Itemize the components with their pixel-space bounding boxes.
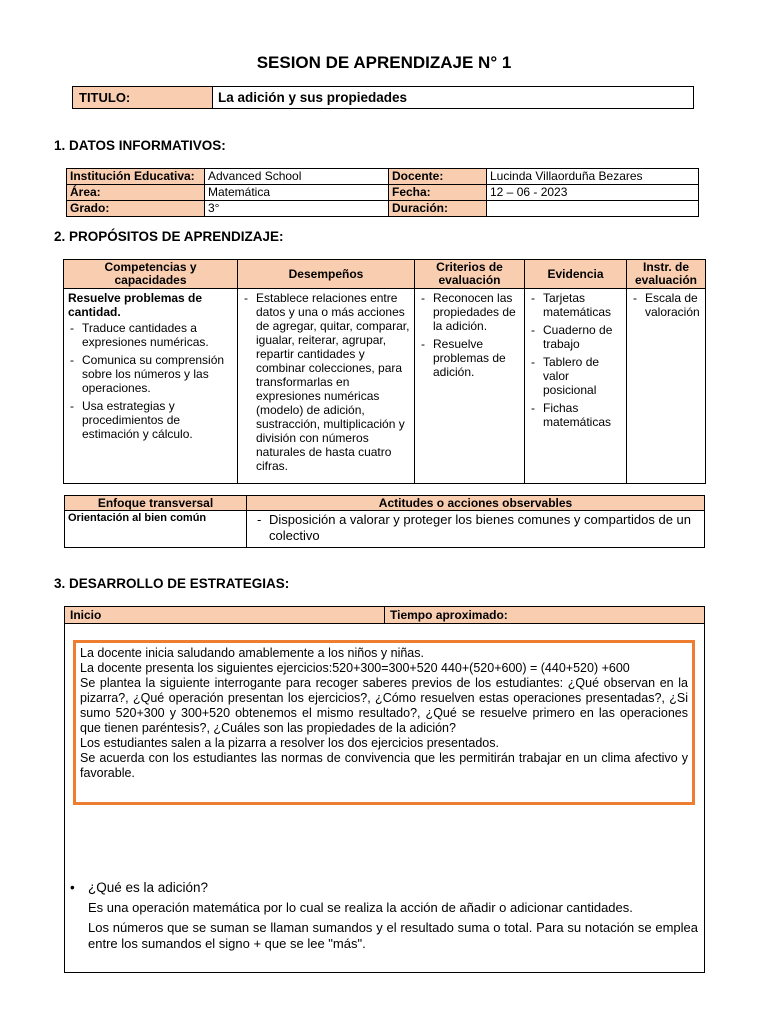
- datos-label: Área:: [67, 185, 205, 201]
- datos-value: 12 – 06 - 2023: [487, 185, 699, 201]
- enfoque-header-row: [65, 496, 705, 511]
- list-item: - Tarjetas matemáticas: [529, 291, 622, 319]
- list-item: - Escala de valoración: [631, 291, 701, 319]
- criterios-list: [419, 291, 520, 379]
- list-item: - Resuelve problemas de adición.: [419, 337, 520, 379]
- desempenos-list: [242, 291, 410, 473]
- datos-table: [66, 168, 699, 217]
- datos-value: Matemática: [205, 185, 389, 201]
- list-item: - Disposición a valorar y proteger los bienes comunes y compartidos de un colectivo: [255, 512, 696, 544]
- list-item: - Usa estrategias y procedimientos de estimación y cálculo.: [68, 399, 233, 441]
- enfoque-body-row: [65, 511, 705, 548]
- titulo-row: [72, 86, 694, 109]
- actitud-cell: [247, 511, 705, 548]
- datos-label: Grado:: [67, 201, 205, 217]
- paragraph: Se acuerda con los estudiantes las normas de convivencia que les permitirán trabajar en un clima afectivo y favorable.: [80, 751, 688, 780]
- inicio-label: Inicio: [65, 607, 385, 623]
- datos-row: [67, 185, 699, 201]
- propositos-heading: 2. PROPÓSITOS DE APRENDIZAJE:: [54, 229, 284, 244]
- propositos-table: [63, 259, 706, 484]
- list-item: - Tablero de valor posicional: [529, 355, 622, 397]
- list-item: - Establece relaciones entre datos y una o más acciones de agregar, quitar, comparar, igualar, reiterar, agrupar, repartir cantidades y combinar colecciones, para transformarlas en expresiones numéricas (modelo) de adición, sustracción, multiplicación y división con números naturales de hasta cuatro cifras.: [242, 291, 410, 473]
- paragraph: La docente inicia saludando amablemente a los niños y niñas.: [80, 646, 424, 660]
- header-instrumento: Instr. de evaluación: [627, 260, 706, 289]
- paragraph: La docente presenta los siguientes ejercicios:520+300=300+520 440+(520+600) = (440+520) +600: [80, 661, 630, 675]
- datos-value: Lucinda Villaorduña Bezares: [487, 169, 699, 185]
- evidencia-list: [529, 291, 622, 429]
- page-title: SESION DE APRENDIZAJE N° 1: [256, 53, 512, 72]
- datos-value: 3°: [205, 201, 389, 217]
- datos-heading: 1. DATOS INFORMATIVOS:: [54, 138, 226, 153]
- competencias-cell: [64, 289, 238, 484]
- bullet-icon: •: [70, 880, 75, 895]
- header-competencias: Competencias y capacidades: [64, 260, 238, 289]
- header-desempenos: Desempeños: [238, 260, 415, 289]
- desempenos-cell: [238, 289, 415, 484]
- instrumento-list: [631, 291, 701, 319]
- datos-label: Duración:: [389, 201, 487, 217]
- header-enfoque: Enfoque transversal: [65, 496, 247, 511]
- propositos-header-row: [64, 260, 706, 289]
- datos-label: Docente:: [389, 169, 487, 185]
- list-item: - Reconocen las propiedades de la adición.: [419, 291, 520, 333]
- tiempo-label: Tiempo aproximado:: [390, 608, 508, 622]
- datos-row: [67, 201, 699, 217]
- competencia-title: Resuelve problemas de cantidad.: [68, 291, 203, 319]
- adicion-section: [70, 880, 698, 956]
- desarrollo-header: [65, 607, 704, 624]
- capacidades-list: [68, 321, 233, 441]
- datos-row: [67, 169, 699, 185]
- question-text: ¿Qué es la adición?: [88, 880, 209, 895]
- evidencia-cell: [525, 289, 627, 484]
- actitud-list: [255, 512, 696, 544]
- list-item: - Comunica su comprensión sobre los números y las operaciones.: [68, 353, 233, 395]
- header-criterios: Criterios de evaluación: [415, 260, 525, 289]
- propositos-body-row: [64, 289, 706, 484]
- instrumento-cell: [627, 289, 706, 484]
- inicio-text-box: [73, 640, 695, 805]
- datos-value: Advanced School: [205, 169, 389, 185]
- datos-label: Fecha:: [389, 185, 487, 201]
- header-evidencia: Evidencia: [525, 260, 627, 289]
- enfoque-table: [64, 495, 705, 548]
- titulo-label: TITULO:: [73, 87, 213, 108]
- paragraph: Se plantea la siguiente interrogante para recoger saberes previos de los estudiantes: ¿Qué observan en la pizarra?, ¿Qué operación presentan los ejercicios?, ¿Cómo resuelven estas operaciones presentadas?, ¿Si sumo 520+300 y 300+520 obtenemos el mismo resultado?, ¿Qué se resuelve primero en las operaciones que tienen paréntesis?, ¿Cuáles son las propiedades de la adición?: [80, 676, 688, 735]
- desarrollo-heading: 3. DESARROLLO DE ESTRATEGIAS:: [54, 576, 290, 591]
- desarrollo-box: [64, 606, 705, 973]
- header-actitudes: Actitudes o acciones observables: [247, 496, 705, 511]
- list-item: - Fichas matemáticas: [529, 401, 622, 429]
- titulo-value: La adición y sus propiedades: [218, 90, 408, 105]
- paragraph: Los estudiantes salen a la pizarra a resolver los dos ejercicios presentados.: [80, 736, 499, 750]
- list-item: - Traduce cantidades a expresiones numéricas.: [68, 321, 233, 349]
- list-item: - Cuaderno de trabajo: [529, 323, 622, 351]
- datos-label: Institución Educativa:: [67, 169, 205, 185]
- answer-paragraph: Los números que se suman se llaman sumandos y el resultado suma o total. Para su notación se emplea entre los sumandos el signo + que se lee "más".: [88, 920, 698, 951]
- criterios-cell: [415, 289, 525, 484]
- enfoque-name: Orientación al bien común: [65, 511, 247, 548]
- answer-paragraph: Es una operación matemática por lo cual se realiza la acción de añadir o adicionar cantidades.: [88, 900, 633, 915]
- datos-value: [487, 201, 699, 217]
- question-row: [70, 880, 698, 896]
